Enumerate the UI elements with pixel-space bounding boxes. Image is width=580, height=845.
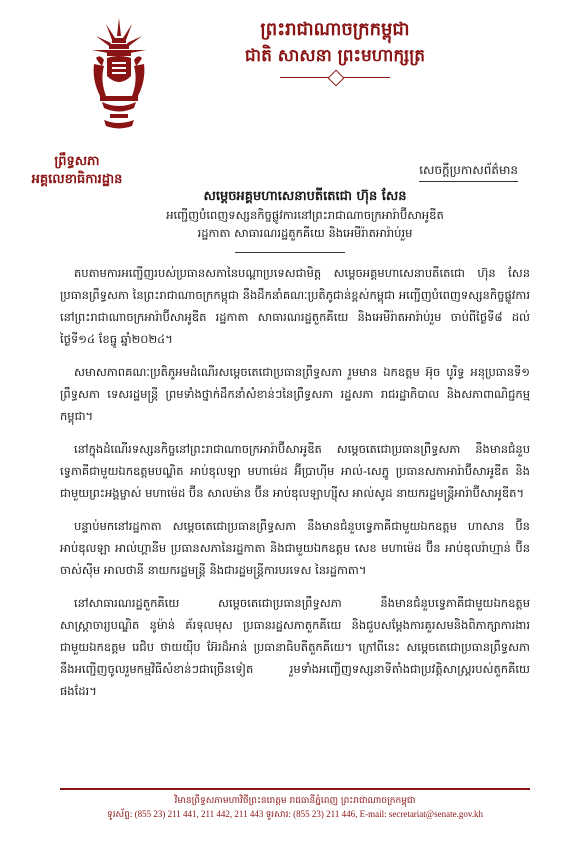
title-line-3: រដ្ឋកាតា សាធារណរដ្ឋតួកគីយេ និងអេមីរ៉ាតអារ៉ាប់រួម xyxy=(197,226,413,240)
issuing-office xyxy=(22,153,132,189)
title-line-2: អញ្ជើញបំពេញទស្សនកិច្ចផ្លូវការនៅព្រះរាជាណាចក្រអារ៉ាប៊ីសាអូឌីត xyxy=(166,208,444,222)
secretariat-name: អគ្គលេខាធិការដ្ឋាន xyxy=(31,172,123,187)
ornament-divider xyxy=(280,72,390,82)
footer-contact-numbers: ទូរស័ព្ទ: (855 23) 211 441, 211 442, 211 443 ទូរសារ: (855 23) 211 446, E-mail: secretariat@senate.gov.kh xyxy=(106,809,483,819)
senate-name: ព្រឹទ្ធសភា xyxy=(54,154,100,169)
document-type-label: សេចក្ដីប្រកាសព័ត៌មាន xyxy=(419,162,518,182)
footer-contact xyxy=(60,788,530,821)
title-line-1: សម្ដេចអគ្គមហាសេនាបតីតេជោ ហ៊ុន សែន xyxy=(203,189,407,204)
paragraph: តបតាមការអញ្ជើញរបស់ប្រធានសភានៃបណ្ដាប្រទេសជាមិត្ត សម្ដេចអគ្គមហាសេនាបតីតេជោ ហ៊ុន សែន ប្រធានព្រឹទ្ធសភា នៃព្រះរាជាណាចក្រកម្ពុជា នឹងដឹកនាំគណៈប្រតិភូជាន់ខ្ពស់កម្ពុជា អញ្ជើញបំពេញទស្សនកិច្ចផ្លូវការ នៅព្រះរាជាណាចក្រអារ៉ាប៊ីសាអូឌីត រដ្ឋកាតា សាធារណរដ្ឋតួកគីយេ និងអេមីរ៉ាតអារ៉ាប់រួម ចាប់ពីថ្ងៃទី៨ ដល់ថ្ងៃទី១៤ ខែធ្នូ ឆ្នាំ២០២៤។ xyxy=(60,266,530,346)
paragraph: សមាសភាពគណៈប្រតិភូអមដំណើរសម្ដេចតេជោប្រធានព្រឹទ្ធសភា រួមមាន ឯកឧត្ដម អ៊ុច បូរិទ្ធ អនុប្រធានទី១ ព្រឹទ្ធសភា ទេសរដ្ឋមន្ត្រី ព្រមទាំងថ្នាក់ដឹកនាំសំខាន់ៗនៃព្រឹទ្ធសភា រដ្ឋសភា រាជរដ្ឋាភិបាល និងសភាពាណិជ្ជកម្មកម្ពុជា។ xyxy=(60,365,530,423)
paragraph: បន្ទាប់មកនៅរដ្ឋកាតា សម្ដេចតេជោប្រធានព្រឹទ្ធសភា នឹងមានជំនួបទ្វេភាគីជាមួយឯកឧត្ដម ហាសាន ប៊ីន អាប់ឌុលឡា អាល់ហ្គានីម ប្រធានសភានៃរដ្ឋកាតា និងជាមួយឯកឧត្ដម សេខ មហាម៉េដ ប៊ីន អាប់ឌុលរ៉ាហ្មាន់ ប៊ីន ចាស់ស៊ីម អាលថានី នាយករដ្ឋមន្ត្រី និងជារដ្ឋមន្ត្រីការបរទេស នៃរដ្ឋកាតា។ xyxy=(60,519,530,577)
press-release-title xyxy=(110,187,500,242)
royal-coat-of-arms-icon xyxy=(88,14,150,132)
paragraph: នៅក្នុងដំណើរទស្សនកិច្ចនៅព្រះរាជាណាចក្រអារ៉ាប៊ីសាអូឌីត សម្ដេចតេជោប្រធានព្រឹទ្ធសភា នឹងមានជំនួបទ្វេភាគីជាមួយឯកឧត្ដមបណ្ឌិត អាប់ឌុលឡា មហាម៉េដ អ៊ីប្រាហ៊ីម អាល់-សេភ្នូ ប្រធានសភាអារ៉ាប៊ីសាអូឌីត និងជាមួយព្រះអង្គម្ចាស់ មហាម៉េដ ប៊ីន សាលម៉ាន ប៊ីន អាប់ឌុលឡាហ្ស៊ីស អាល់សូដ នាយករដ្ឋមន្ត្រីអារ៉ាប៊ីសាអូឌីត។ xyxy=(60,442,530,500)
kingdom-motto xyxy=(190,18,480,82)
press-release-body xyxy=(60,262,530,713)
paragraph: នៅសាធារណរដ្ឋតួកគីយេ សម្ដេចតេជោប្រធានព្រឹទ្ធសភា នឹងមានជំនួបទ្វេភាគីជាមួយឯកឧត្ដម សាស្ត្រាចារ្យបណ្ឌិត នូម៉ាន់ គ័រទុលមុស ប្រធានរដ្ឋសភាតួកគីយេ និងជួបសម្ដែងការគួរសមនិងពិភាក្សាការងារជាមួយឯកឧត្ដម រេជិប ថាយយ៉ីប អ៊ែរដ៏អាន់ ប្រធានាធិបតីតួកគីយេ។ ក្រៅពីនេះ សម្ដេចតេជោប្រធានព្រឹទ្ធសភា នឹងអញ្ជើញចូលរួមកម្មវិធីសំខាន់ៗជាច្រើនទៀត រួមទាំងអញ្ជើញទស្សនាទីតាំងជាប្រវត្តិសាស្ត្ររបស់តួកគីយេ ផងដែរ។ xyxy=(60,596,530,698)
footer-address: វិមានព្រឹទ្ធសភាមហាវិថីព្រះនរោត្តម រាជធានីភ្នំពេញ ព្រះរាជាណាចក្រកម្ពុជា xyxy=(174,796,416,806)
kingdom-name: ព្រះរាជាណាចក្រកម្ពុជា xyxy=(260,19,410,40)
national-motto: ជាតិ សាសនា ព្រះមហាក្សត្រ xyxy=(244,46,426,66)
title-divider xyxy=(235,252,345,253)
